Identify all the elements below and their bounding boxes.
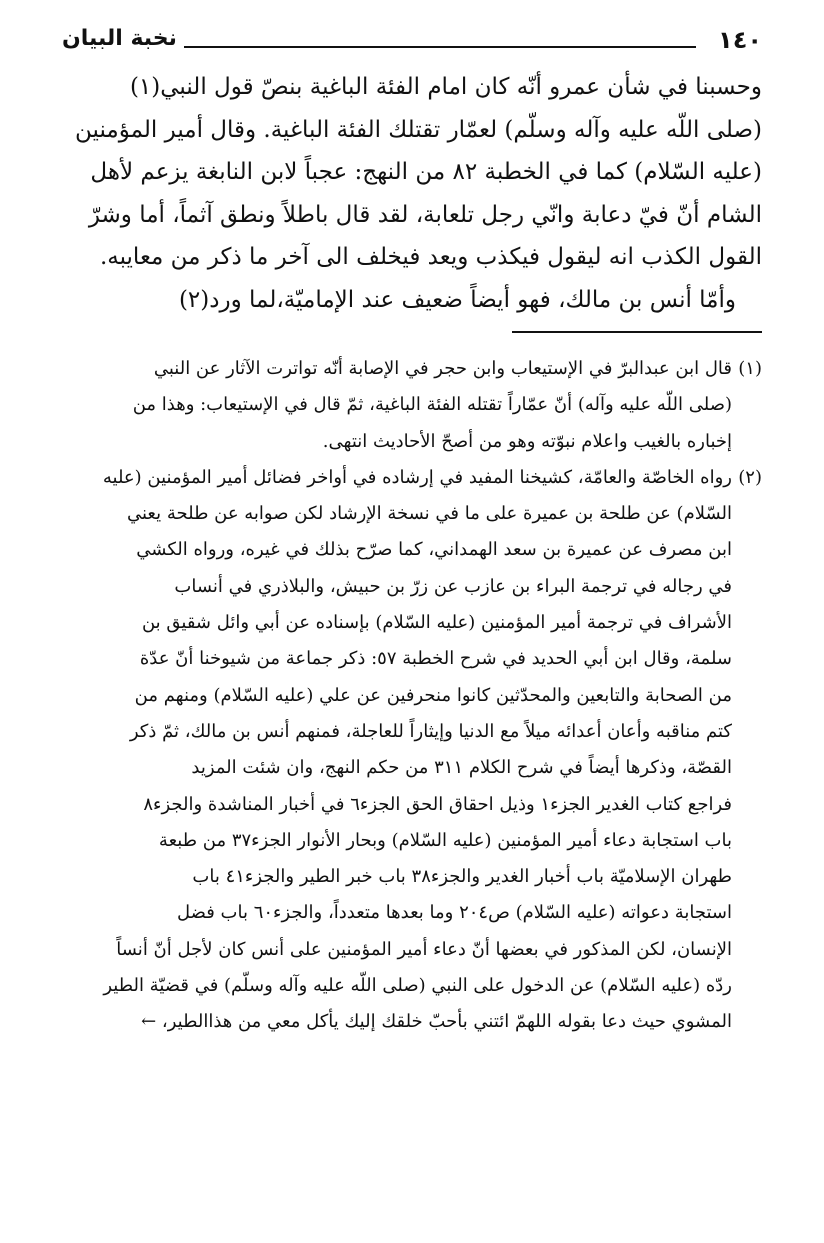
- book-page: [62, 22, 762, 1041]
- footnote-2: [62, 460, 762, 1041]
- footnote-line: فراجع كتاب الغدير الجزء١ وذيل احقاق الحق الجزء٦ في أخبار المناشدة والجزء٨: [143, 793, 732, 815]
- footnote-line: [62, 351, 762, 387]
- footnote-line: ردّه (عليه السّلام) عن الدخول على النبي (صلى اللّه عليه وآله وسلّم) في قضيّة الطير: [103, 975, 732, 997]
- footnote-line: القصّة، وذكرها أيضاً في شرح الكلام ٣١١ من حكم النهج، وان شئت المزيد: [191, 757, 732, 779]
- footnote-text: قال ابن عبدالبرّ في الإستيعاب وابن حجر في الإصابة أنّه تواترت الآثار عن النبي: [153, 358, 732, 379]
- footnote-line: سلمة، وقال ابن أبي الحديد في شرح الخطبة ٥٧: ذكر جماعة من شيوخنا أنّ عدّة: [139, 648, 732, 670]
- main-line: وحسبنا في شأن عمرو أنّه كان امام الفئة الباغية بنصّ قول النبي(١): [129, 74, 762, 100]
- footnote-line: السّلام) عن طلحة بن عميرة على ما في نسخة الإرشاد لكن صوابه عن طلحة يعني: [126, 503, 732, 525]
- footnote-line: طهران الإسلاميّة باب أخبار الغدير والجزء٣٨ باب خبر الطير والجزء٤١ باب: [192, 866, 732, 888]
- footnote-text: رواه الخاصّة والعامّة، كشيخنا المفيد في إرشاده في أواخر فضائل أمير المؤمنين (عليه: [102, 466, 732, 488]
- footnote-line: الأشراف في ترجمة أمير المؤمنين (عليه السّلام) بإسناده عن أبي وائل شقيق بن: [141, 612, 732, 634]
- footnote-line: من الصحابة والتابعين والمحدّثين كانوا منحرفين عن علي (عليه السّلام) ومنهم من: [134, 684, 732, 706]
- footnote-line: [62, 460, 762, 496]
- footnote-line: (صلى اللّه عليه وآله) أنّ عمّاراً تقتله الفئة الباغية، ثمّ قال في الإستيعاب: وهذا من: [132, 394, 732, 416]
- main-line: (عليه السّلام) كما في الخطبة ٨٢ من النهج: عجباً لابن النابغة يزعم لأهل: [90, 159, 762, 185]
- footnote-1: [62, 351, 762, 460]
- footnote-line: كتم مناقبه وأعان أعدائه ميلاً مع الدنيا وإيثاراً للعاجلة، فمنهم أنس بن مالك، ثمّ ذكر: [129, 720, 732, 742]
- page-number: ١٤٠: [718, 26, 762, 54]
- footnote-number: (٢): [738, 466, 762, 488]
- footnote-line: ابن مصرف عن عميرة بن سعد الهمداني، كما صرّح بذلك في غيره، ورواه الكشي: [136, 539, 732, 561]
- main-text: [62, 66, 762, 321]
- footnote-line: الإنسان، لكن المذكور في بعضها أنّ دعاء أمير المؤمنين على أنس كان لأجل أنّ أنساً: [116, 938, 732, 960]
- footnote-number: (١): [738, 358, 762, 379]
- page-header: [62, 22, 762, 66]
- main-line: (صلى اللّه عليه وآله وسلّم) لعمّار تقتلك الفئة الباغية. وقال أمير المؤمنين: [75, 116, 762, 143]
- footnote-separator: [512, 331, 762, 333]
- main-line: القول الكذب انه ليقول فيكذب ويعد فيخلف الى آخر ما ذكر من معايبه.: [99, 244, 762, 270]
- footnote-line: إخباره بالغيب واعلام نبوّته وهو من أصحّ الأحاديث انتهى.: [322, 430, 732, 452]
- footnote-line: المشوي حيث دعا بقوله اللهمّ ائتني بأحبّ خلقك إليك يأكل معي من هذاالطير، ←: [141, 1011, 732, 1033]
- footnote-line: باب استجابة دعاء أمير المؤمنين (عليه السّلام) وبحار الأنوار الجزء٣٧ من طبعة: [158, 829, 732, 851]
- header-rule: [184, 46, 696, 48]
- running-title: نخبة البيان: [62, 26, 177, 51]
- main-line: وأمّا أنس بن مالك، فهو أيضاً ضعيف عند الإماميّة،لما ورد(٢): [178, 286, 736, 313]
- main-line: الشام أنّ فيّ دعابة وانّي رجل تلعابة، لقد قال باطلاً ونطق آثماً، أما وشرّ: [88, 201, 762, 228]
- footnote-line: في رجاله في ترجمة البراء بن عازب عن زرّ بن حبيش، والبلاذري في أنساب: [174, 575, 732, 597]
- footnote-line: استجابة دعواته (عليه السّلام) ص٢٠٤ وما بعدها متعدداً، والجزء٦٠ باب فضل: [176, 902, 732, 924]
